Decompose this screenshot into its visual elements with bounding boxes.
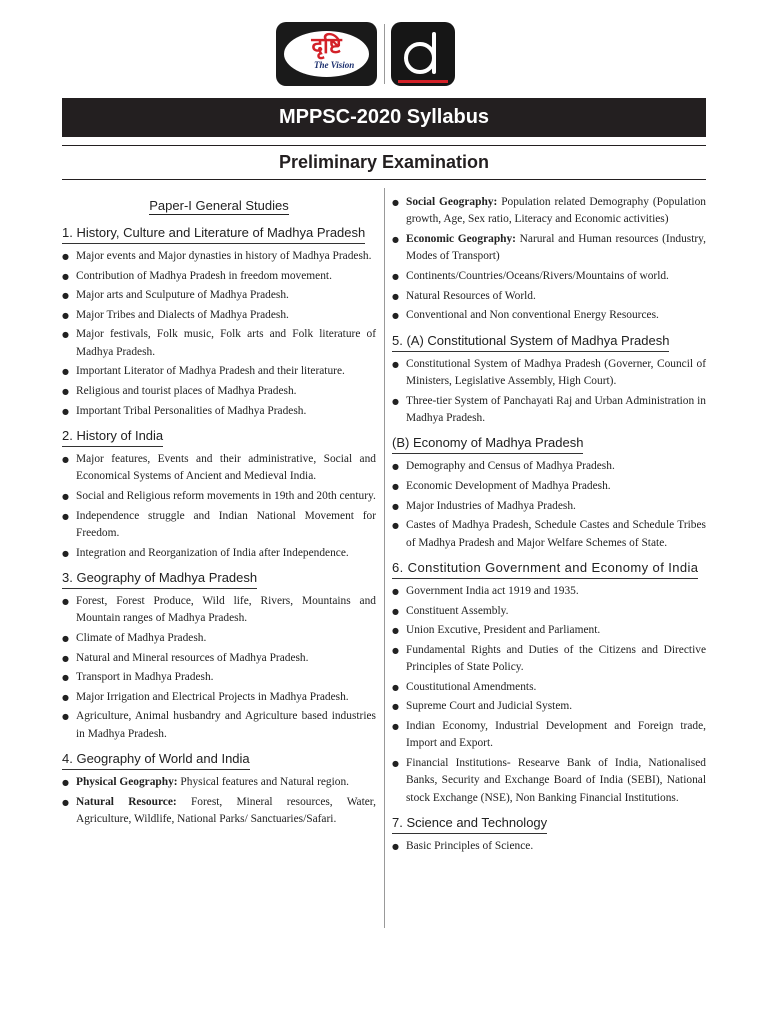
item-text: Forest, Mineral resources, Water, Agriculture, Wildlife, National Parks/ Sanctuaries/Safari. (76, 795, 376, 826)
drishti-logo (276, 22, 377, 86)
column-divider (384, 188, 385, 928)
left-sections (62, 221, 376, 829)
list-item (392, 231, 706, 266)
d-letter-icon (391, 22, 455, 86)
list-item: ● Major Tribes and Dialects of Madhya Pradesh. (62, 307, 376, 324)
section-title: 6. Constitution Government and Economy of India (392, 560, 698, 579)
list-item: ● Important Tribal Personalities of Madhya Pradesh. (62, 403, 376, 420)
header-logos (0, 22, 768, 88)
list-item: ● Government India act 1919 and 1935. (392, 583, 706, 600)
list-item: ● Contribution of Madhya Pradesh in freedom movement. (62, 268, 376, 285)
exam-heading: Preliminary Examination (62, 145, 706, 180)
list-item: ● Demography and Census of Madhya Pradesh. (392, 458, 706, 475)
list-item: ● Castes of Madhya Pradesh, Schedule Castes and Schedule Tribes of Madhya Pradesh and Major Welfare Schemes of State. (392, 517, 706, 552)
list-item: ● Conventional and Non conventional Energy Resources. (392, 307, 706, 324)
section-list (392, 356, 706, 428)
list-item: ● Major events and Major dynasties in history of Madhya Pradesh. (62, 248, 376, 265)
list-item: ● Union Excutive, President and Parliament. (392, 622, 706, 639)
item-text: Narural and Human resources (Industry, Modes of Transport) (406, 233, 706, 263)
list-item: ● Major arts and Sculputure of Madhya Pradesh. (62, 287, 376, 304)
item-bold-label: Social Geography: (406, 196, 498, 208)
section-title: 7. Science and Technology (392, 815, 547, 834)
list-item: ● Coustitutional Amendments. (392, 679, 706, 696)
item-text: Physical features and Natural region. (177, 776, 350, 789)
section-title: (B) Economy of Madhya Pradesh (392, 435, 583, 454)
section-list (392, 583, 706, 807)
logo-tagline: The Vision (314, 60, 355, 70)
section-list (392, 458, 706, 552)
item-text: Population related Demography (Population growth, Age, Sex ratio, Literacy and Economic activities) (406, 196, 706, 226)
list-item: ● Independence struggle and Indian National Movement for Freedom. (62, 508, 376, 543)
section-title: 4. Geography of World and India (62, 751, 250, 770)
paper-title (62, 198, 376, 213)
list-item: ● Forest, Forest Produce, Wild life, Rivers, Mountains and Mountain ranges of Madhya Pradesh. (62, 593, 376, 628)
list-item: ● Constituent Assembly. (392, 603, 706, 620)
paper-title-text: Paper-I General Studies (149, 198, 289, 213)
right-top-list (392, 194, 706, 325)
section-list (62, 774, 376, 828)
item-bold-label: Economic Geography: (406, 233, 516, 245)
list-item: ● Financial Institutions- Researve Bank of India, Nationalised Banks, Security and Exchange Board of India (SEBI), National stock Exchange (NSE), Non Banking Financial Institutions. (392, 755, 706, 807)
list-item: ● Supreme Court and Judicial System. (392, 698, 706, 715)
list-item: ● Natural Resources of World. (392, 288, 706, 305)
list-item: ● Major Industries of Madhya Pradesh. (392, 498, 706, 515)
list-item (62, 774, 376, 791)
section-list (62, 248, 376, 420)
list-item: ● Agriculture, Animal husbandry and Agriculture based industries in Madhya Pradesh. (62, 708, 376, 743)
section-title: 1. History, Culture and Literature of Madhya Pradesh (62, 225, 365, 244)
list-item: ● Three-tier System of Panchayati Raj and Urban Administration in Madhya Pradesh. (392, 393, 706, 428)
list-item: ● Continents/Countries/Oceans/Rivers/Mountains of world. (392, 268, 706, 285)
list-item: ● Indian Economy, Industrial Development and Foreign trade, Import and Export. (392, 718, 706, 753)
section-list (62, 593, 376, 743)
list-item: ● Major features, Events and their administrative, Social and Economical Systems of Ancient and Medieval India. (62, 451, 376, 486)
list-item: ● Basic Principles of Science. (392, 838, 706, 855)
section-list (62, 451, 376, 562)
list-item: ● Religious and tourist places of Madhya Pradesh. (62, 383, 376, 400)
list-item: ● Transport in Madhya Pradesh. (62, 669, 376, 686)
item-bold-label: Natural Resource: (76, 795, 177, 808)
list-item: ● Integration and Reorganization of India after Independence. (62, 545, 376, 562)
right-sections (392, 329, 706, 856)
page-title: MPPSC-2020 Syllabus (62, 98, 706, 137)
list-item: ● Fundamental Rights and Duties of the Citizens and Directive Principles of State Policy. (392, 642, 706, 677)
right-column (392, 194, 706, 860)
item-bold-label: Physical Geography: (76, 776, 178, 789)
list-item (392, 194, 706, 229)
list-item: ● Major festivals, Folk music, Folk arts and Folk literature of Madhya Pradesh. (62, 326, 376, 361)
logo-divider (384, 24, 385, 84)
list-item: ● Climate of Madhya Pradesh. (62, 630, 376, 647)
list-item: ● Economic Development of Madhya Pradesh. (392, 478, 706, 495)
list-item: ● Important Literator of Madhya Pradesh and their literature. (62, 363, 376, 380)
section-list (392, 838, 706, 855)
list-item (62, 794, 376, 829)
list-item: ● Natural and Mineral resources of Madhya Pradesh. (62, 650, 376, 667)
section-title: 5. (A) Constitutional System of Madhya Pradesh (392, 333, 669, 352)
list-item: ● Constitutional System of Madhya Pradesh (Governer, Council of Ministers, Legislative Assembly, High Court). (392, 356, 706, 391)
list-item: ● Major Irrigation and Electrical Projects in Madhya Pradesh. (62, 689, 376, 706)
section-title: 3. Geography of Madhya Pradesh (62, 570, 257, 589)
left-column (62, 194, 376, 833)
logo-hindi-text: दृष्टि (311, 34, 342, 59)
list-item: ● Social and Religious reform movements in 19th and 20th century. (62, 488, 376, 505)
section-title: 2. History of India (62, 428, 163, 447)
